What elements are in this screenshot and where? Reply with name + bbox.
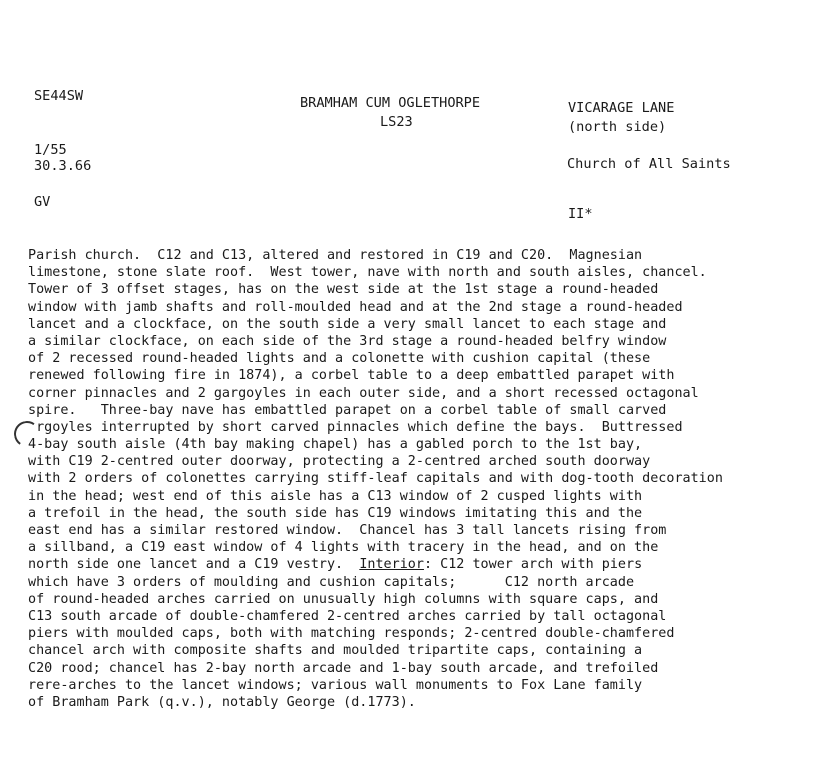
sheet-number: 1/55: [34, 142, 67, 158]
description-line: [28, 625, 808, 642]
description-line-text: which have 3 orders of moulding and cushion capitals; C12 north arcade: [28, 573, 635, 590]
description-line: [28, 367, 808, 384]
description-line-text: Tower of 3 offset stages, has on the west side at the 1st stage a round-headed: [28, 281, 659, 298]
description-line: [28, 402, 808, 419]
description-line-text: chancel arch with composite shafts and moulded tripartite caps, containing a: [28, 642, 643, 659]
description-line: [28, 333, 808, 350]
description-line: [28, 264, 808, 281]
description-line: [28, 247, 808, 264]
description-line-text: north side one lancet and a C19 vestry.: [28, 556, 360, 573]
description-text: [28, 247, 818, 711]
description-line: [28, 591, 808, 608]
description-line: [28, 385, 808, 402]
description-line: [28, 470, 808, 487]
description-line: [28, 556, 808, 573]
parish-name: BRAMHAM CUM OGLETHORPE: [300, 95, 481, 111]
description-line: [28, 436, 808, 453]
description-line-text: of round-headed arches carried on unusually high columns with square caps, and: [28, 590, 659, 607]
description-line: [28, 522, 808, 539]
interior-heading: Interior: [359, 556, 424, 573]
description-line: [28, 694, 808, 711]
listing-grade: II*: [568, 206, 593, 222]
listing-date: 30.3.66: [34, 158, 92, 174]
description-line: [28, 350, 808, 367]
description-line-text: piers with moulded caps, both with matching responds; 2-centred double-chamfered: [28, 625, 675, 642]
description-line: [28, 608, 808, 625]
building-name: Church of All Saints: [567, 156, 731, 172]
description-line-text: corner pinnacles and 2 gargoyles in each outer side, and a short recessed octagonal: [28, 384, 699, 401]
description-line-text: a trefoil in the head, the south side has C19 windows imitating this and the: [28, 504, 643, 521]
description-line: [28, 677, 808, 694]
description-line-text: of 2 recessed round-headed lights and a colonette with cushion capital (these: [28, 350, 651, 367]
description-line-text: spire. Three-bay nave has embattled parapet on a corbel table of small carved: [28, 401, 667, 418]
description-line-text: rgoyles interrupted by short carved pinnacles which define the bays. Buttressed: [28, 418, 683, 435]
description-line-text: a similar clockface, on each side of the 3rd stage a round-headed belfry window: [28, 332, 667, 349]
description-line-text: window with jamb shafts and roll-moulded head and at the 2nd stage a round-headed: [28, 298, 683, 315]
description-line-text: renewed following fire in 1874), a corbel table to a deep embattled parapet with: [28, 367, 675, 384]
description-line: [28, 281, 808, 298]
description-line: [28, 539, 808, 556]
description-line-text: C20 rood; chancel has 2-bay north arcade and 1-bay south arcade, and trefoiled: [28, 659, 659, 676]
description-line: [28, 316, 808, 333]
description-line-text: a sillband, a C19 east window of 4 lights with tracery in the head, and on the: [28, 539, 659, 556]
postcode: LS23: [380, 114, 413, 130]
group-value-mark: GV: [34, 194, 51, 210]
description-line: [28, 505, 808, 522]
street-name: VICARAGE LANE: [568, 100, 675, 116]
description-line: [28, 299, 808, 316]
description-line-text: rere-arches to the lancet windows; various wall monuments to Fox Lane family: [28, 676, 643, 693]
description-line-text: limestone, stone slate roof. West tower, nave with north and south aisles, chancel.: [28, 264, 707, 281]
description-line: [28, 453, 808, 470]
description-line-text: with C19 2-centred outer doorway, protecting a 2-centred arched south doorway: [28, 453, 651, 470]
street-side: (north side): [568, 119, 667, 135]
description-line: [28, 642, 808, 659]
list-entry-ref: SE44SW: [34, 88, 84, 104]
description-line-text: in the head; west end of this aisle has a C13 window of 2 cusped lights with: [28, 487, 643, 504]
description-line: [28, 419, 808, 436]
description-line-text: with 2 orders of colonettes carrying stiff-leaf capitals and with dog-tooth decoration: [28, 470, 723, 487]
description-line: [28, 660, 808, 677]
description-line-text: east end has a similar restored window. Chancel has 3 tall lancets rising from: [28, 522, 667, 538]
description-line-text: Parish church. C12 and C13, altered and restored in C19 and C20. Magnesian: [28, 247, 643, 263]
description-line: [28, 574, 808, 591]
description-line: [28, 488, 808, 505]
description-line-text: C13 south arcade of double-chamfered 2-centred arches carried by tall octagonal: [28, 607, 667, 624]
description-line-text: 4-bay south aisle (4th bay making chapel) has a gabled porch to the 1st bay,: [28, 436, 643, 453]
description-line-text: : C12 tower arch with piers: [423, 556, 643, 573]
description-line-text: of Bramham Park (q.v.), notably George (d.1773).: [28, 693, 416, 710]
description-line-text: lancet and a clockface, on the south side a very small lancet to each stage and: [28, 315, 667, 332]
